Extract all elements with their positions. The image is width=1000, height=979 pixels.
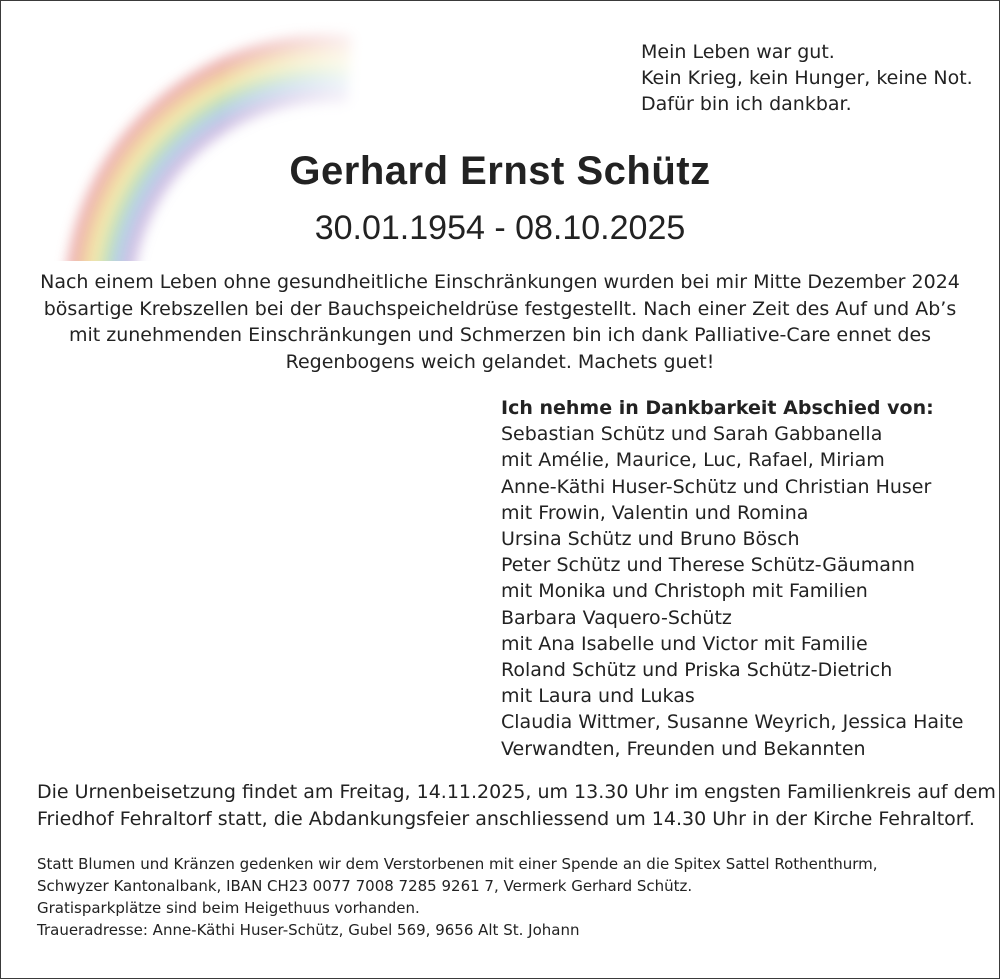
intro-text — [1, 269, 999, 375]
notes — [37, 853, 878, 941]
intro-line: bösartige Krebszellen bei der Bauchspeicheldrüse festgestellt. Nach einer Zeit des Auf und Ab’s — [43, 297, 957, 320]
mourner-line: Anne-Käthi Huser-Schütz und Christian Huser — [501, 475, 932, 498]
mourner-line: Verwandten, Freunden und Bekannten — [501, 737, 866, 760]
mourner-line: Peter Schütz und Therese Schütz-Gäumann — [501, 554, 915, 577]
donation-line: Statt Blumen und Kränzen gedenken wir dem Verstorbenen mit einer Spende an die Spitex Sattel Rothenthurm, — [37, 855, 878, 873]
mourner-line: mit Monika und Christoph mit Familien — [501, 580, 868, 603]
mourner-line: mit Ana Isabelle und Victor mit Familie — [501, 632, 868, 655]
intro-line: Nach einem Leben ohne gesundheitliche Einschränkungen wurden bei mir Mitte Dezember 2024 — [40, 271, 960, 293]
address-line: Traueradresse: Anne-Käthi Huser-Schütz, Gubel 569, 9656 Alt St. Johann — [37, 921, 580, 939]
bank-line: Schwyzer Kantonalbank, IBAN CH23 0077 7008 7285 9261 7, Vermerk Gerhard Schütz. — [37, 877, 693, 895]
intro-line: mit zunehmenden Einschränkungen und Schmerzen bin ich dank Palliative-Care ennet des — [68, 324, 932, 346]
ceremony-line: Friedhof Fehraltorf statt, die Abdankungsfeier anschliessend um 14.30 Uhr in der Kirche Fehraltorf. — [37, 807, 975, 830]
mourner-line: mit Amélie, Maurice, Luc, Rafael, Miriam — [501, 449, 885, 472]
mourners-heading: Ich nehme in Dankbarkeit Abschied von: — [501, 397, 934, 419]
mourner-line: mit Frowin, Valentin und Romina — [501, 501, 809, 524]
mourner-line: mit Laura und Lukas — [501, 685, 695, 708]
mourner-line: Claudia Wittmer, Susanne Weyrich, Jessica Haite — [501, 711, 964, 734]
quote-line: Mein Leben war gut. — [641, 41, 835, 63]
mourners-list — [501, 395, 963, 762]
quote-line: Kein Krieg, kein Hunger, keine Not. — [641, 67, 973, 89]
mourner-line: Roland Schütz und Priska Schütz-Dietrich — [501, 659, 893, 682]
mourner-line: Barbara Vaquero-Schütz — [501, 606, 732, 629]
deceased-name: Gerhard Ernst Schütz — [289, 149, 711, 193]
intro-line: Regenbogens weich gelandet. Machets guet! — [285, 350, 715, 373]
ceremony-line: Die Urnenbeisetzung findet am Freitag, 14.11.2025, um 13.30 Uhr im engsten Familienkreis auf dem — [37, 781, 996, 803]
parking-line: Gratisparkplätze sind beim Heigethuus vorhanden. — [37, 899, 420, 917]
mourner-line: Sebastian Schütz und Sarah Gabbanella — [501, 423, 883, 446]
ceremony-info — [37, 779, 996, 832]
quote — [641, 39, 973, 117]
mourner-line: Ursina Schütz und Bruno Bösch — [501, 528, 800, 551]
quote-line: Dafür bin ich dankbar. — [641, 93, 852, 115]
life-dates: 30.01.1954 - 08.10.2025 — [314, 209, 686, 247]
